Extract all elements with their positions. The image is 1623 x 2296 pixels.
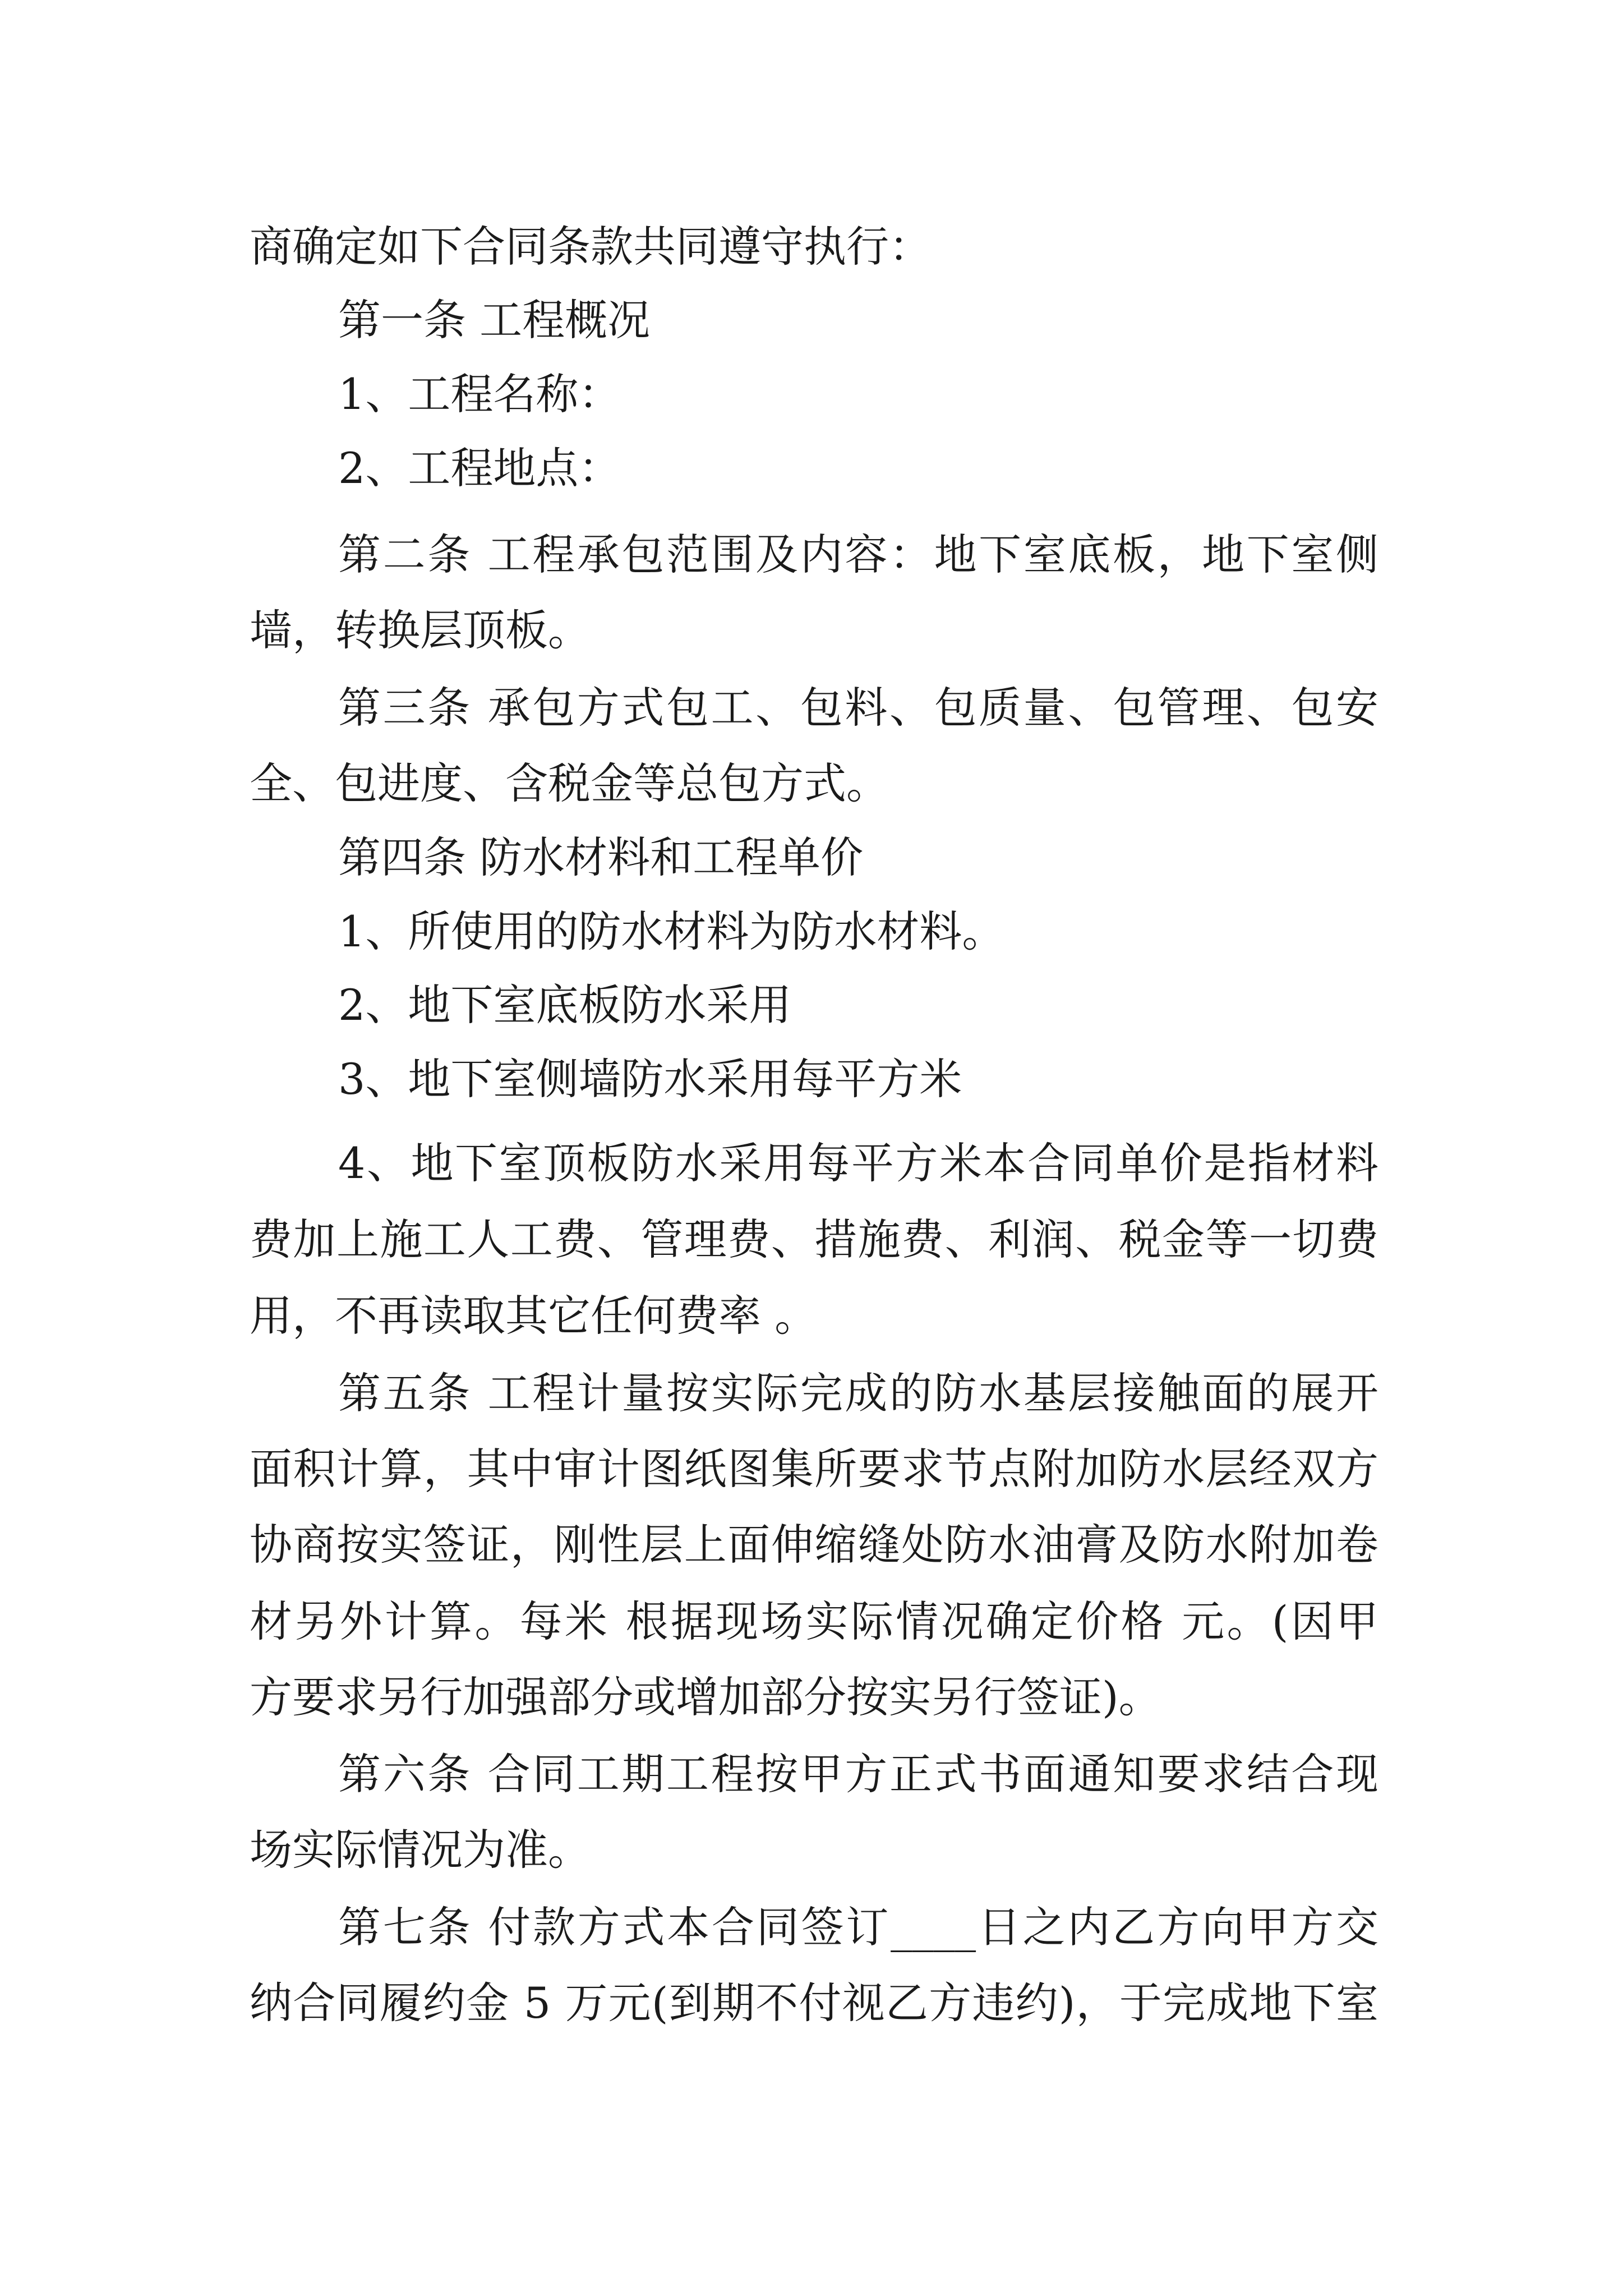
text-line: 墙，转换层顶板。 <box>250 605 591 655</box>
text-line: 全、包进度、含税金等总包方式。 <box>250 758 889 808</box>
text-line: 面积计算，其中审计图纸图集所要求节点附加防水层经双方 <box>250 1444 1378 1494</box>
article-heading: 第三条 承包方式包工、包料、包质量、包管理、包安 <box>338 683 1378 733</box>
article-heading: 第四条 防水材料和工程单价 <box>338 832 864 882</box>
text-line: 2、工程地点： <box>338 443 621 493</box>
text-line: 纳合同履约金 5 万元(到期不付视乙方违约)，于完成地下室 <box>250 1978 1378 2028</box>
text-line: 4、地下室顶板防水采用每平方米本合同单价是指材料 <box>338 1138 1378 1188</box>
article-heading: 第七条 付款方式本合同签订____日之内乙方向甲方交 <box>338 1902 1378 1952</box>
text-line: 2、地下室底板防水采用 <box>338 980 792 1030</box>
article-heading: 第一条 工程概况 <box>338 295 651 345</box>
text-line: 1、所使用的防水材料为防水材料。 <box>338 907 1005 956</box>
article-heading: 第二条 工程承包范围及内容：地下室底板，地下室侧 <box>338 530 1378 579</box>
text-line: 1、工程名称： <box>338 369 621 419</box>
text-line: 用，不再读取其它任何费率 。 <box>250 1291 818 1341</box>
text-line: 商确定如下合同条款共同遵守执行： <box>250 222 932 272</box>
text-line: 协商按实签证，刚性层上面伸缩缝处防水油膏及防水附加卷 <box>250 1520 1378 1570</box>
text-line: 场实际情况为准。 <box>250 1825 591 1875</box>
article-heading: 第五条 工程计量按实际完成的防水基层接触面的展开 <box>338 1368 1378 1418</box>
text-line: 3、地下室侧墙防水采用每平方米 <box>338 1054 962 1104</box>
text-line: 费加上施工人工费、管理费、措施费、利润、税金等一切费 <box>250 1214 1378 1264</box>
text-line: 材另外计算。每米 根据现场实际情况确定价格 元。(因甲 <box>250 1596 1378 1646</box>
article-heading: 第六条 合同工期工程按甲方正式书面通知要求结合现 <box>338 1749 1378 1799</box>
text-line: 方要求另行加强部分或增加部分按实另行签证)。 <box>250 1672 1161 1722</box>
